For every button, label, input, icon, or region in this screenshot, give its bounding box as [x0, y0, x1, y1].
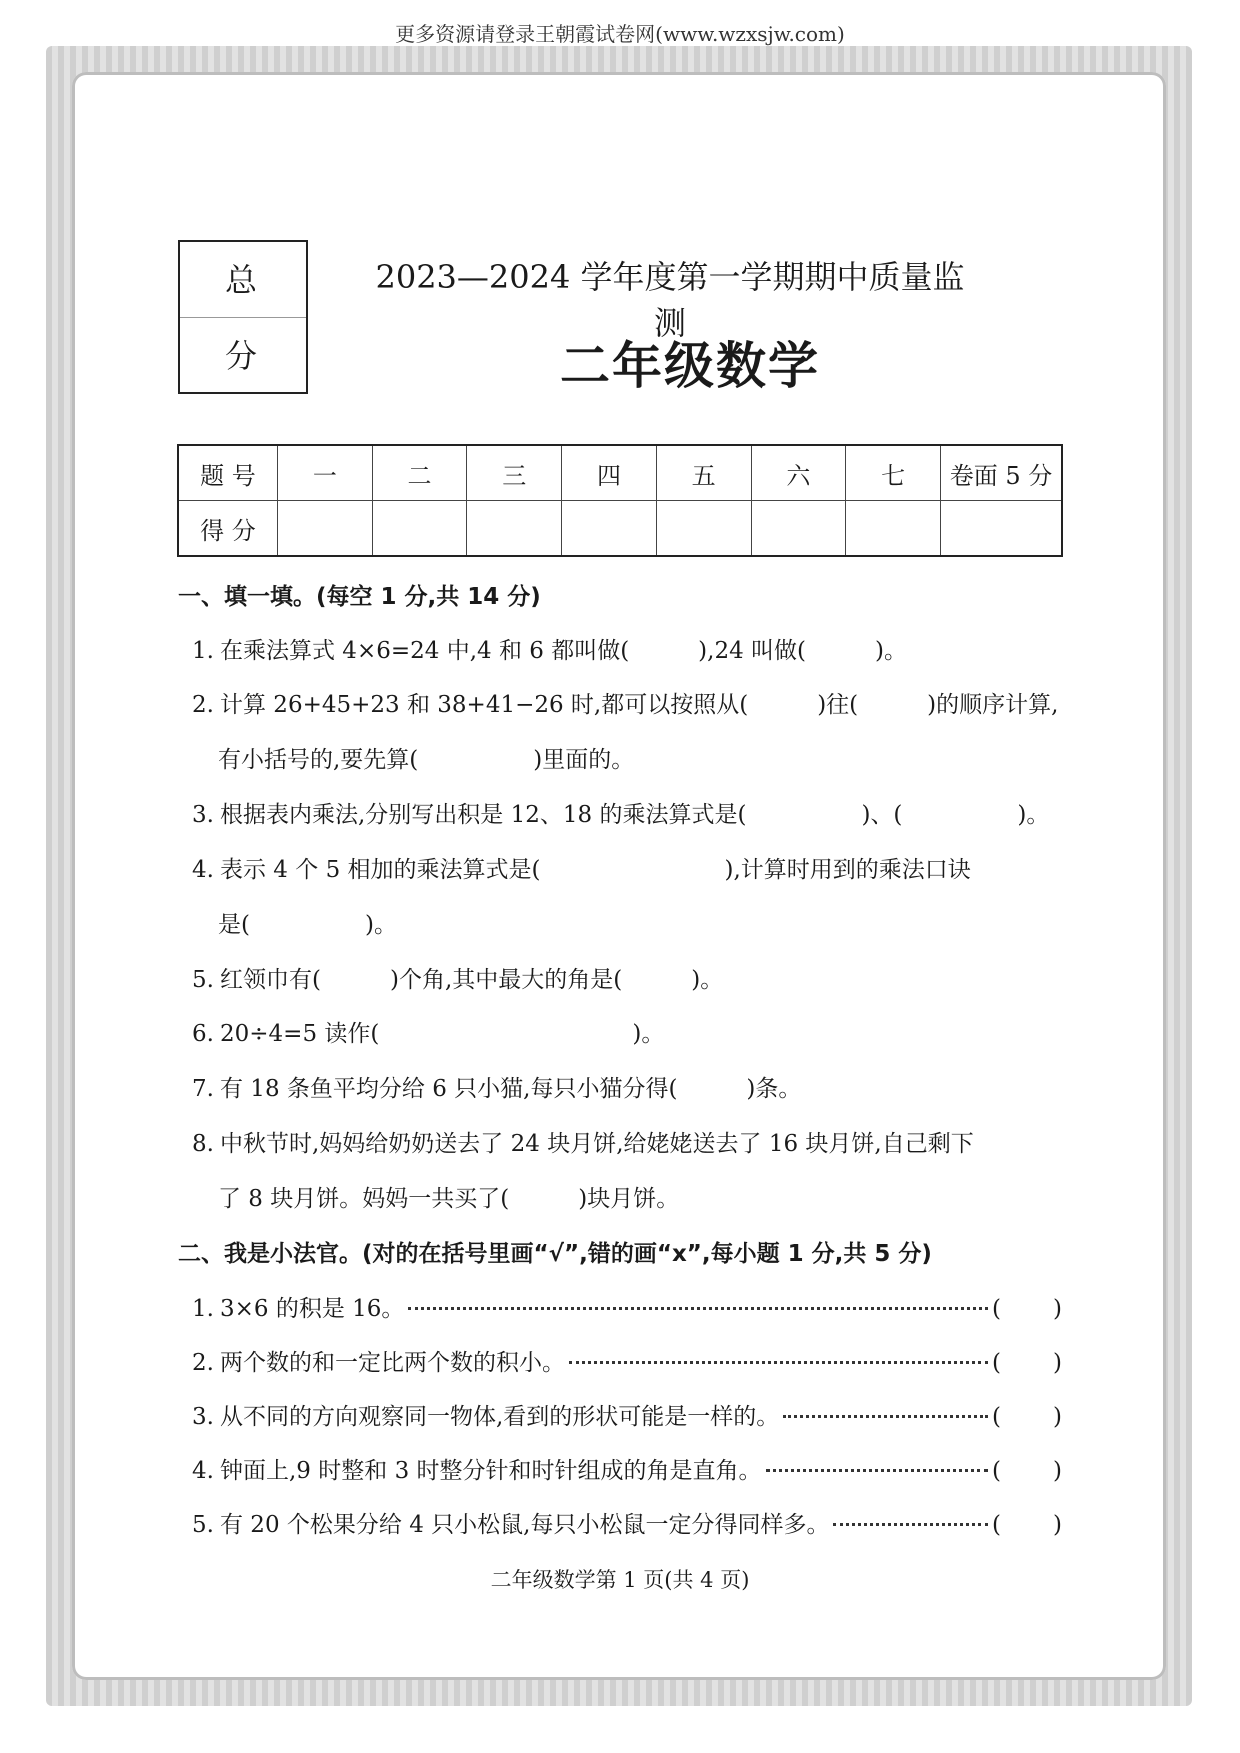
question-number: 4.	[192, 1458, 214, 1484]
judge-question	[192, 1344, 1062, 1377]
answer-parentheses[interactable]: ( )	[992, 1404, 1062, 1430]
question-continuation: 有小括号的,要先算( )里面的。	[218, 747, 635, 773]
question-continuation: 是( )。	[218, 912, 397, 938]
score-table-score-row	[178, 501, 1062, 557]
question-text: 有 18 条鱼平均分给 6 只小猫,每只小猫分得( )条。	[220, 1076, 802, 1102]
question-number: 5.	[192, 967, 214, 993]
question	[192, 686, 1058, 719]
question-number: 1.	[192, 638, 214, 664]
score-cell[interactable]	[656, 501, 751, 557]
section2-title: 二、我是小法官。(对的在括号里画“√”,错的画“x”,每小题 1 分,共 5 分)	[178, 1241, 932, 1267]
question-text: 两个数的和一定比两个数的积小。	[220, 1350, 565, 1376]
question	[192, 1015, 664, 1048]
question-text: 根据表内乘法,分别写出积是 12、18 的乘法算式是( )、( )。	[220, 802, 1050, 828]
leader-dots	[569, 1361, 988, 1364]
question	[192, 1070, 801, 1103]
total-score-label: 总 分	[180, 242, 306, 318]
score-table-header-cell: 四	[562, 445, 657, 501]
judge-question	[192, 1506, 1062, 1539]
score-table-header-cell: 卷面 5 分	[941, 445, 1063, 501]
answer-parentheses[interactable]: ( )	[992, 1458, 1062, 1484]
question	[192, 1125, 974, 1158]
leader-dots	[783, 1415, 988, 1418]
question	[192, 851, 971, 884]
score-table-header-cell: 三	[467, 445, 562, 501]
question-number: 7.	[192, 1076, 214, 1102]
judge-question	[192, 1452, 1062, 1485]
question-text: 20÷4=5 读作( )。	[220, 1021, 665, 1047]
question-text: 计算 26+45+23 和 38+41−26 时,都可以按照从( )往( )的顺序计算,	[220, 692, 1059, 718]
score-cell[interactable]	[846, 501, 941, 557]
question-number: 1.	[192, 1296, 214, 1322]
question	[192, 961, 723, 994]
score-cell[interactable]	[562, 501, 657, 557]
score-table-header-cell: 七	[846, 445, 941, 501]
page-footer: 二年级数学第 1 页(共 4 页)	[490, 1568, 750, 1592]
question	[192, 632, 907, 665]
question-text: 中秋节时,妈妈给奶奶送去了 24 块月饼,给姥姥送去了 16 块月饼,自己剩下	[220, 1131, 974, 1157]
leader-dots	[766, 1469, 988, 1472]
score-table-header-cell: 五	[656, 445, 751, 501]
score-table-header-cell: 题 号	[178, 445, 278, 501]
question-number: 2.	[192, 1350, 214, 1376]
score-cell[interactable]	[467, 501, 562, 557]
question-number: 3.	[192, 802, 214, 828]
section1-title: 一、填一填。(每空 1 分,共 14 分)	[178, 584, 541, 610]
answer-parentheses[interactable]: ( )	[992, 1296, 1062, 1322]
score-table-row-label: 得 分	[178, 501, 278, 557]
question-text: 从不同的方向观察同一物体,看到的形状可能是一样的。	[220, 1404, 780, 1430]
score-table-header-cell: 二	[372, 445, 467, 501]
question-text: 表示 4 个 5 相加的乘法算式是( ),计算时用到的乘法口诀	[220, 857, 971, 883]
score-table-header-cell: 一	[278, 445, 373, 501]
score-cell[interactable]	[941, 501, 1063, 557]
question-number: 3.	[192, 1404, 214, 1430]
judge-question	[192, 1290, 1062, 1323]
leader-dots	[833, 1523, 988, 1526]
question-text: 在乘法算式 4×6=24 中,4 和 6 都叫做( ),24 叫做( )。	[220, 638, 907, 664]
question-continuation: 了 8 块月饼。妈妈一共买了( )块月饼。	[218, 1186, 680, 1212]
question	[192, 796, 1049, 829]
question-number: 8.	[192, 1131, 214, 1157]
score-cell[interactable]	[278, 501, 373, 557]
watermark: 更多资源请登录王朝霞试卷网(www.wzxsjw.com)	[395, 22, 845, 46]
question-number: 6.	[192, 1021, 214, 1047]
subject-title: 二年级数学	[560, 336, 820, 395]
total-score-box	[178, 240, 308, 394]
score-cell[interactable]	[751, 501, 846, 557]
judge-question	[192, 1398, 1062, 1431]
exam-title: 2023—2024 学年度第一学期期中质量监测	[375, 258, 965, 342]
score-cell[interactable]	[372, 501, 467, 557]
question-number: 4.	[192, 857, 214, 883]
score-table-header-cell: 六	[751, 445, 846, 501]
score-table-header-row	[178, 445, 1062, 501]
score-table	[177, 444, 1063, 557]
question-text: 钟面上,9 时整和 3 时整分针和时针组成的角是直角。	[220, 1458, 762, 1484]
question-text: 红领巾有( )个角,其中最大的角是( )。	[220, 967, 724, 993]
question-number: 5.	[192, 1512, 214, 1538]
question-text: 3×6 的积是 16。	[220, 1296, 405, 1322]
leader-dots	[408, 1307, 988, 1310]
answer-parentheses[interactable]: ( )	[992, 1350, 1062, 1376]
answer-parentheses[interactable]: ( )	[992, 1512, 1062, 1538]
question-text: 有 20 个松果分给 4 只小松鼠,每只小松鼠一定分得同样多。	[220, 1512, 830, 1538]
question-number: 2.	[192, 692, 214, 718]
